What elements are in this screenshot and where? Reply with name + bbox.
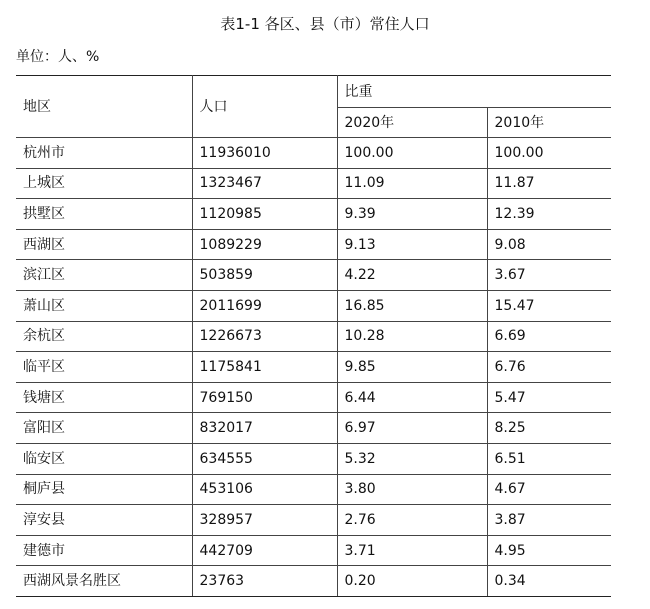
population-table (16, 75, 611, 597)
region-cell: 西湖风景名胜区 (16, 566, 192, 597)
population-cell: 503859 (192, 260, 337, 291)
population-cell: 1089229 (192, 229, 337, 260)
share-2020-cell: 0.20 (337, 566, 487, 597)
header-year-2010: 2010年 (487, 108, 611, 138)
population-cell: 1323467 (192, 168, 337, 199)
population-cell: 634555 (192, 443, 337, 474)
population-cell: 1226673 (192, 321, 337, 352)
header-share: 比重 (337, 76, 611, 108)
share-2020-cell: 16.85 (337, 290, 487, 321)
share-2010-cell: 100.00 (487, 138, 611, 169)
population-cell: 832017 (192, 413, 337, 444)
table-header (16, 76, 611, 138)
region-cell: 西湖区 (16, 229, 192, 260)
share-2010-cell: 6.69 (487, 321, 611, 352)
share-2010-cell: 3.87 (487, 505, 611, 536)
share-2010-cell: 9.08 (487, 229, 611, 260)
population-cell: 1175841 (192, 352, 337, 383)
share-2020-cell: 6.44 (337, 382, 487, 413)
table-row (16, 352, 611, 383)
header-year-2020: 2020年 (337, 108, 487, 138)
header-region: 地区 (16, 76, 192, 138)
share-2010-cell: 4.95 (487, 535, 611, 566)
share-2010-cell: 6.76 (487, 352, 611, 383)
share-2020-cell: 9.39 (337, 199, 487, 230)
share-2010-cell: 6.51 (487, 443, 611, 474)
table-row (16, 566, 611, 597)
population-cell: 769150 (192, 382, 337, 413)
share-2020-cell: 2.76 (337, 505, 487, 536)
region-cell: 钱塘区 (16, 382, 192, 413)
population-cell: 328957 (192, 505, 337, 536)
table-row (16, 290, 611, 321)
table-row (16, 413, 611, 444)
region-cell: 临平区 (16, 352, 192, 383)
region-cell: 建德市 (16, 535, 192, 566)
table-row (16, 535, 611, 566)
unit-label: 单位：人、% (16, 49, 100, 65)
table-title: 表1-1 各区、县（市）常住人口 (220, 15, 430, 33)
share-2020-cell: 5.32 (337, 443, 487, 474)
table-row (16, 382, 611, 413)
region-cell: 富阳区 (16, 413, 192, 444)
share-2020-cell: 100.00 (337, 138, 487, 169)
share-2010-cell: 15.47 (487, 290, 611, 321)
share-2010-cell: 12.39 (487, 199, 611, 230)
table-row (16, 321, 611, 352)
table-row (16, 443, 611, 474)
population-cell: 1120985 (192, 199, 337, 230)
region-cell: 杭州市 (16, 138, 192, 169)
table-row (16, 229, 611, 260)
table-row (16, 260, 611, 291)
header-row (16, 76, 611, 108)
region-cell: 滨江区 (16, 260, 192, 291)
share-2020-cell: 9.13 (337, 229, 487, 260)
region-cell: 萧山区 (16, 290, 192, 321)
table-row (16, 474, 611, 505)
population-cell: 453106 (192, 474, 337, 505)
region-cell: 上城区 (16, 168, 192, 199)
region-cell: 余杭区 (16, 321, 192, 352)
population-cell: 2011699 (192, 290, 337, 321)
region-cell: 临安区 (16, 443, 192, 474)
share-2010-cell: 0.34 (487, 566, 611, 597)
share-2020-cell: 3.71 (337, 535, 487, 566)
table-row (16, 168, 611, 199)
region-cell: 桐庐县 (16, 474, 192, 505)
share-2020-cell: 3.80 (337, 474, 487, 505)
table-row (16, 138, 611, 169)
share-2020-cell: 11.09 (337, 168, 487, 199)
share-2020-cell: 9.85 (337, 352, 487, 383)
share-2010-cell: 5.47 (487, 382, 611, 413)
table-row (16, 199, 611, 230)
table-row (16, 505, 611, 536)
region-cell: 淳安县 (16, 505, 192, 536)
population-cell: 11936010 (192, 138, 337, 169)
population-cell: 442709 (192, 535, 337, 566)
region-cell: 拱墅区 (16, 199, 192, 230)
share-2010-cell: 8.25 (487, 413, 611, 444)
share-2010-cell: 4.67 (487, 474, 611, 505)
population-cell: 23763 (192, 566, 337, 597)
share-2020-cell: 6.97 (337, 413, 487, 444)
share-2010-cell: 3.67 (487, 260, 611, 291)
header-population: 人口 (192, 76, 337, 138)
table-body (16, 138, 611, 597)
share-2020-cell: 4.22 (337, 260, 487, 291)
share-2010-cell: 11.87 (487, 168, 611, 199)
share-2020-cell: 10.28 (337, 321, 487, 352)
